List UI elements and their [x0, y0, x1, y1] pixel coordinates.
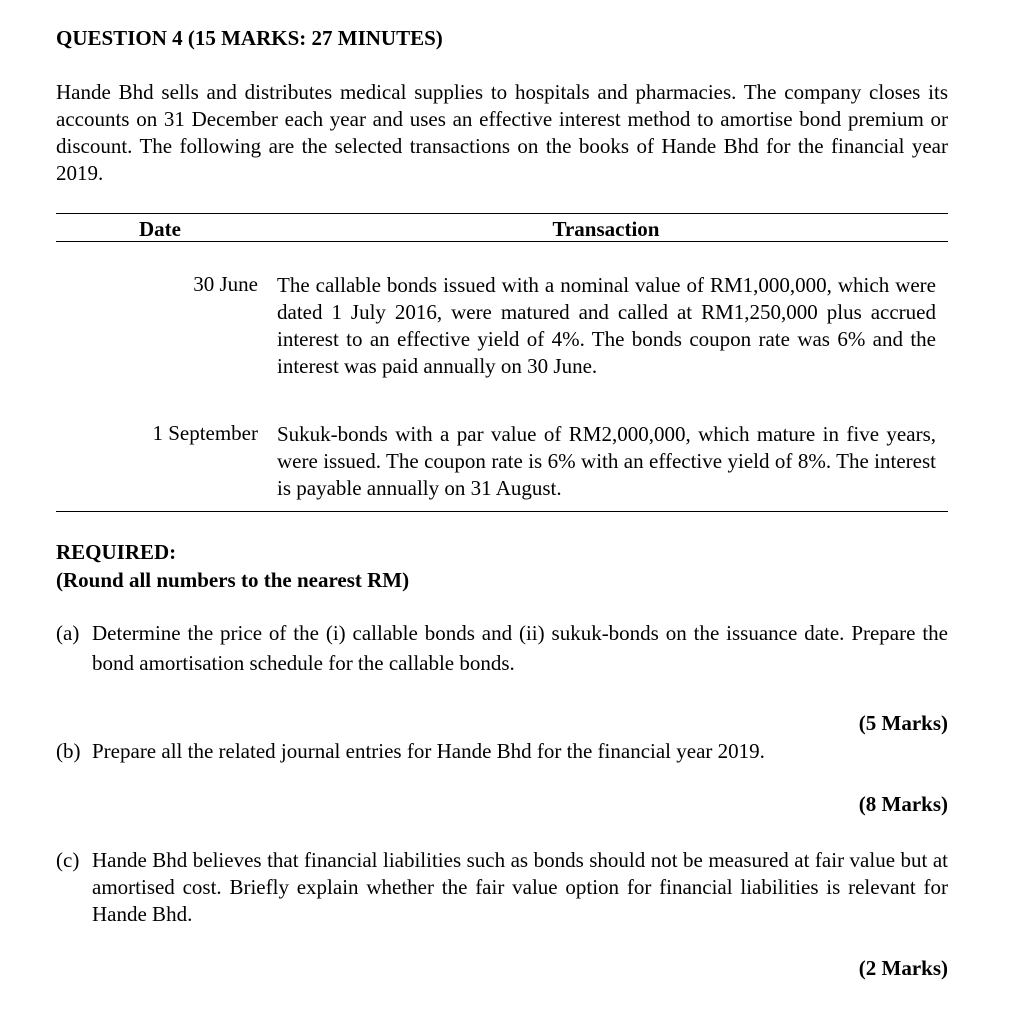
- table-row-transaction: The callable bonds issued with a nominal value of RM1,000,000, which were dated 1 July 2016, were matured and called at RM1,250,000 plus accrued interest to an effective yield of 4%. The bonds coupon rate was 6% and the interest was paid annually on 30 June.: [277, 273, 936, 378]
- intro-paragraph: Hande Bhd sells and distributes medical supplies to hospitals and pharmacies. The company closes its accounts on 31 December each year and uses an effective interest method to amortise bond premium or discount. The following are the selected transactions on the books of Hande Bhd for the financial year 2019.: [56, 80, 948, 185]
- question-a-label: (a): [56, 621, 80, 645]
- table-row-date: 30 June: [193, 272, 258, 296]
- table-row-date: 1 September: [152, 421, 258, 445]
- question-b-text: Prepare all the related journal entries for Hande Bhd for the financial year 2019.: [92, 739, 765, 763]
- question-c-marks: (2 Marks): [858, 956, 948, 980]
- question-b-label: (b): [56, 739, 81, 763]
- table-bottom-rule: [56, 511, 948, 512]
- table-header-date: Date: [139, 217, 181, 241]
- table-top-rule: [56, 213, 948, 214]
- rounding-note: (Round all numbers to the nearest RM): [56, 568, 410, 592]
- table-row-transaction: Sukuk-bonds with a par value of RM2,000,000, which mature in five years, were issued. The coupon rate is 6% with an effective yield of 8%. The interest is payable annually on 31 August.: [277, 422, 936, 500]
- required-heading: REQUIRED:: [56, 540, 177, 564]
- table-header-transaction: Transaction: [552, 217, 660, 241]
- question-a-text: Determine the price of the (i) callable bonds and (ii) sukuk-bonds on the issuance date. Prepare the bond amortisation schedule for the callable bonds.: [92, 621, 948, 675]
- table-header-rule: [56, 241, 948, 242]
- question-c-text: Hande Bhd believes that financial liabilities such as bonds should not be measured at fair value but at amortised cost. Briefly explain whether the fair value option for financial liabilities is relevant for Hande Bhd.: [92, 848, 948, 926]
- question-b-marks: (8 Marks): [858, 792, 948, 816]
- question-a-marks: (5 Marks): [858, 711, 948, 735]
- question-c-label: (c): [56, 848, 80, 872]
- question-title: QUESTION 4 (15 MARKS: 27 MINUTES): [56, 26, 443, 50]
